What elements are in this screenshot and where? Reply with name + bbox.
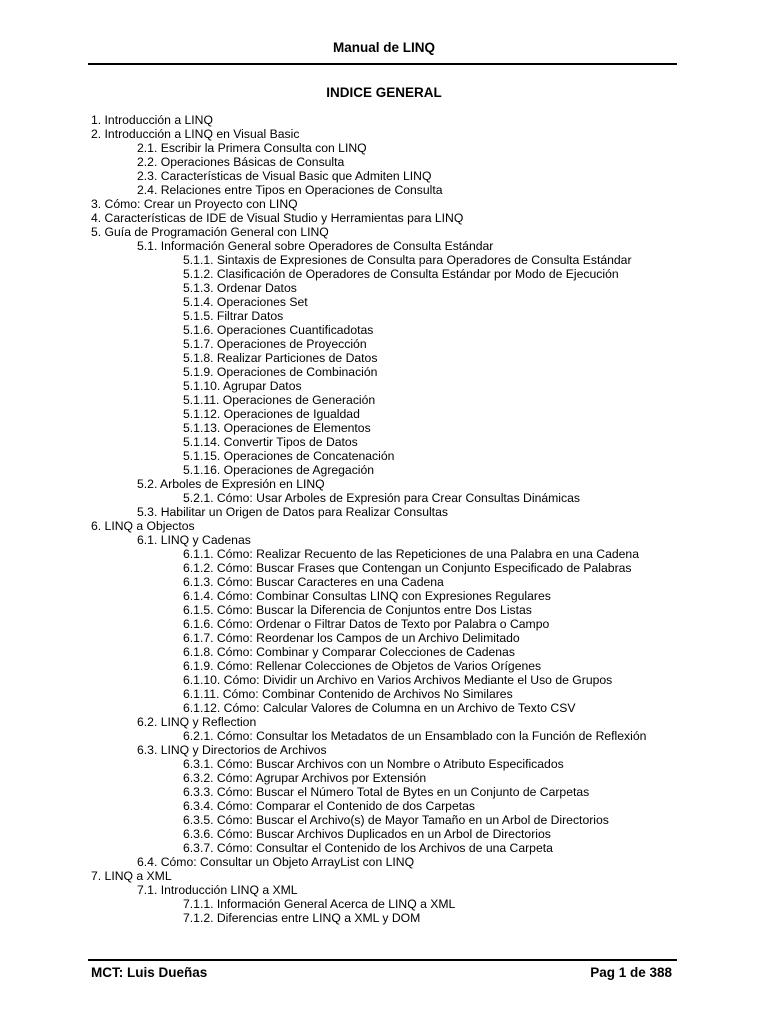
- toc-entry: 6.1.11. Cómo: Combinar Contenido de Archivos No Similares: [183, 687, 513, 701]
- toc-entry: 2. Introducción a LINQ en Visual Basic: [91, 127, 300, 141]
- toc-entry: 5.1.7. Operaciones de Proyección: [183, 337, 367, 351]
- toc-entry: 5.1.16. Operaciones de Agregación: [183, 463, 375, 477]
- toc-entry: 5.1.4. Operaciones Set: [183, 295, 308, 309]
- toc-entry: 5.2. Arboles de Expresión en LINQ: [137, 477, 325, 491]
- toc-entry: 5.1.15. Operaciones de Concatenación: [183, 449, 395, 463]
- toc-entry: 6.1.9. Cómo: Rellenar Colecciones de Objetos de Varios Orígenes: [183, 659, 542, 673]
- toc-entry: 5.1.14. Convertir Tipos de Datos: [183, 435, 358, 449]
- toc-entry: 5.1.3. Ordenar Datos: [183, 281, 297, 295]
- toc-entry: 5.1.12. Operaciones de Igualdad: [183, 407, 360, 421]
- toc-entry: 5.1.2. Clasificación de Operadores de Consulta Estándar por Modo de Ejecución: [183, 267, 619, 281]
- toc-entry: 5.1.9. Operaciones de Combinación: [183, 365, 378, 379]
- toc-entry: 5.1.5. Filtrar Datos: [183, 309, 284, 323]
- toc-entry: 6.3.6. Cómo: Buscar Archivos Duplicados en un Arbol de Directorios: [183, 827, 551, 841]
- toc-entry: 5.1.10. Agrupar Datos: [183, 379, 302, 393]
- toc-entry: 7.1. Introducción LINQ a XML: [137, 883, 298, 897]
- toc-entry: 6.1.12. Cómo: Calcular Valores de Columna en un Archivo de Texto CSV: [183, 701, 576, 715]
- toc-entry: 6.1.3. Cómo: Buscar Caracteres en una Cadena: [183, 575, 444, 589]
- toc-entry: 5.3. Habilitar un Origen de Datos para Realizar Consultas: [137, 505, 448, 519]
- toc-entry: 6.3.5. Cómo: Buscar el Archivo(s) de Mayor Tamaño en un Arbol de Directorios: [183, 813, 609, 827]
- table-of-contents: [0, 113, 768, 925]
- toc-entry: 5. Guía de Programación General con LINQ: [91, 225, 329, 239]
- toc-entry: 7.1.1. Información General Acerca de LINQ a XML: [183, 897, 456, 911]
- toc-entry: 2.1. Escribir la Primera Consulta con LINQ: [137, 141, 367, 155]
- toc-entry: 5.1.13. Operaciones de Elementos: [183, 421, 371, 435]
- toc-entry: 6.3.1. Cómo: Buscar Archivos con un Nombre o Atributo Especificados: [183, 757, 564, 771]
- toc-entry: 4. Características de IDE de Visual Studio y Herramientas para LINQ: [91, 211, 464, 225]
- toc-entry: 5.1.6. Operaciones Cuantificadotas: [183, 323, 374, 337]
- toc-entry: 6.2. LINQ y Reflection: [137, 715, 257, 729]
- toc-entry: 1. Introducción a LINQ: [91, 113, 213, 127]
- index-title: INDICE GENERAL: [326, 85, 442, 100]
- footer-author: MCT: Luis Dueñas: [91, 965, 208, 980]
- toc-entry: 2.3. Características de Visual Basic que Admiten LINQ: [137, 169, 432, 183]
- toc-entry: 6.3.3. Cómo: Buscar el Número Total de Bytes en un Conjunto de Carpetas: [183, 785, 590, 799]
- toc-entry: 5.2.1. Cómo: Usar Arboles de Expresión para Crear Consultas Dinámicas: [183, 491, 580, 505]
- toc-entry: 6.3.2. Cómo: Agrupar Archivos por Extensión: [183, 771, 427, 785]
- toc-entry: 5.1.11. Operaciones de Generación: [183, 393, 376, 407]
- toc-entry: 6. LINQ a Objectos: [91, 519, 195, 533]
- toc-entry: 6.1.2. Cómo: Buscar Frases que Contengan un Conjunto Especificado de Palabras: [183, 561, 632, 575]
- toc-entry: 6.1.10. Cómo: Dividir un Archivo en Varios Archivos Mediante el Uso de Grupos: [183, 673, 613, 687]
- toc-entry: 6.1.4. Cómo: Combinar Consultas LINQ con Expresiones Regulares: [183, 589, 551, 603]
- toc-entry: 6.1.7. Cómo: Reordenar los Campos de un Archivo Delimitado: [183, 631, 520, 645]
- toc-entry: 6.2.1. Cómo: Consultar los Metadatos de un Ensamblado con la Función de Reflexión: [183, 729, 647, 743]
- footer-page-number: Pag 1 de 388: [590, 965, 672, 980]
- toc-entry: 3. Cómo: Crear un Proyecto con LINQ: [91, 197, 298, 211]
- toc-entry: 5.1.1. Sintaxis de Expresiones de Consulta para Operadores de Consulta Estándar: [183, 253, 632, 267]
- toc-entry: 2.4. Relaciones entre Tipos en Operaciones de Consulta: [137, 183, 443, 197]
- toc-entry: 2.2. Operaciones Básicas de Consulta: [137, 155, 345, 169]
- toc-entry: 5.1. Información General sobre Operadores de Consulta Estándar: [137, 239, 494, 253]
- toc-entry: 6.3.7. Cómo: Consultar el Contenido de los Archivos de una Carpeta: [183, 841, 553, 855]
- footer-divider: [88, 959, 677, 961]
- toc-entry: 6.3.4. Cómo: Comparar el Contenido de dos Carpetas: [183, 799, 475, 813]
- toc-entry: 6.4. Cómo: Consultar un Objeto ArrayList con LINQ: [137, 855, 415, 869]
- toc-entry: 6.1.5. Cómo: Buscar la Diferencia de Conjuntos entre Dos Listas: [183, 603, 532, 617]
- page-header-title: Manual de LINQ: [332, 40, 435, 55]
- toc-entry: 6.1. LINQ y Cadenas: [137, 533, 251, 547]
- toc-entry: 5.1.8. Realizar Particiones de Datos: [183, 351, 378, 365]
- toc-entry: 6.1.8. Cómo: Combinar y Comparar Colecciones de Cadenas: [183, 645, 515, 659]
- toc-entry: 6.3. LINQ y Directorios de Archivos: [137, 743, 327, 757]
- header-divider: [88, 63, 677, 65]
- toc-entry: 6.1.1. Cómo: Realizar Recuento de las Repeticiones de una Palabra en una Cadena: [183, 547, 639, 561]
- toc-entry: 7.1.2. Diferencias entre LINQ a XML y DOM: [183, 911, 421, 925]
- toc-entry: 6.1.6. Cómo: Ordenar o Filtrar Datos de Texto por Palabra o Campo: [183, 617, 550, 631]
- toc-entry: 7. LINQ a XML: [91, 869, 172, 883]
